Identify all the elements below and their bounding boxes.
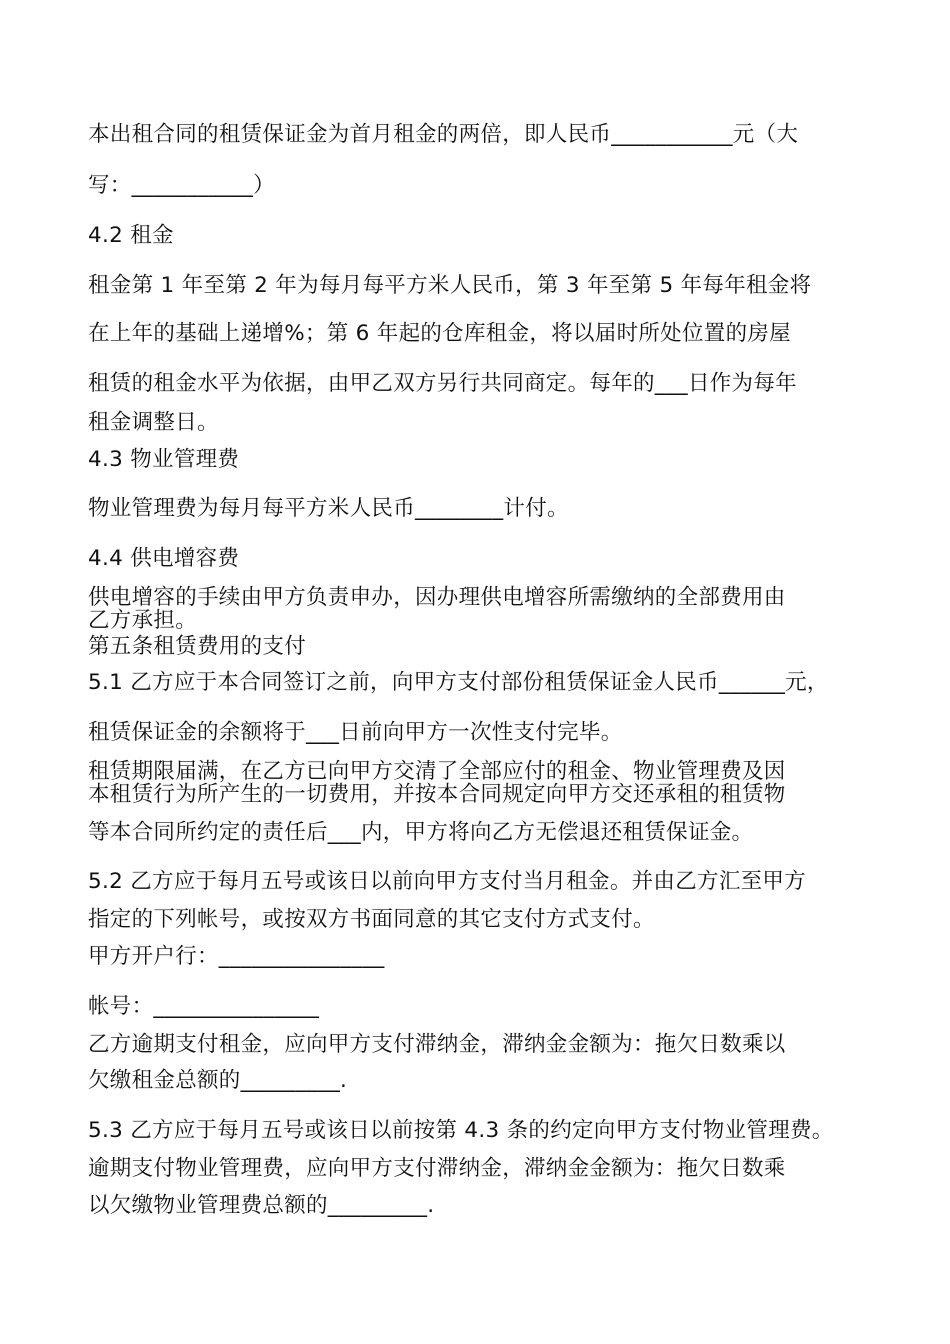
text-line: 供电增容的手续由甲方负责申办，因办理供电增容所需缴纳的全部费用由	[88, 585, 786, 610]
text-line: 租赁期限届满，在乙方已向甲方交清了全部应付的租金、物业管理费及因	[88, 759, 786, 784]
text-line: 5.2 乙方应于每月五号或该日以前向甲方支付当月租金。并由乙方汇至甲方	[88, 869, 807, 894]
text-line: 租赁的租金水平为依据，由甲乙双方另行共同商定。每年的___日作为每年	[88, 371, 797, 396]
text-line: 指定的下列帐号，或按双方书面同意的其它支付方式支付。	[88, 907, 655, 932]
text-line: 等本合同所约定的责任后___内，甲方将向乙方无偿退还租赁保证金。	[88, 820, 754, 845]
section-heading: 4.3 物业管理费	[88, 447, 240, 472]
text-line: 在上年的基础上递增%；第 6 年起的仓库租金，将以届时所处位置的房屋	[88, 321, 791, 346]
text-line: 以欠缴物业管理费总额的_________.	[88, 1193, 435, 1218]
text-line: 写：___________）	[88, 173, 275, 198]
text-line: 5.3 乙方应于每月五号或该日以前按第 4.3 条的约定向甲方支付物业管理费。	[88, 1118, 834, 1143]
article-heading: 第五条租赁费用的支付	[88, 634, 307, 659]
text-line: 租赁保证金的余额将于___日前向甲方一次性支付完毕。	[88, 720, 623, 745]
section-heading: 4.4 供电增容费	[88, 546, 240, 571]
section-heading: 4.2 租金	[88, 223, 174, 248]
text-line: 本出租合同的租赁保证金为首月租金的两倍，即人民币___________元（大	[88, 122, 799, 147]
text-line: 本租赁行为所产生的一切费用，并按本合同规定向甲方交还承租的租赁物	[88, 782, 786, 807]
bank-name-field: 甲方开户行：_______________	[88, 944, 385, 969]
text-line: 欠缴租金总额的_________.	[88, 1068, 348, 1093]
text-line: 乙方逾期支付租金，应向甲方支付滞纳金，滞纳金金额为：拖欠日数乘以	[88, 1032, 786, 1057]
text-line: 5.1 乙方应于本合同签订之前，向甲方支付部份租赁保证金人民币______元，	[88, 670, 829, 695]
text-line: 租金第 1 年至第 2 年为每月每平方米人民币，第 3 年至第 5 年每年租金将	[88, 273, 812, 298]
text-line: 逾期支付物业管理费，应向甲方支付滞纳金，滞纳金金额为：拖欠日数乘	[88, 1156, 786, 1181]
account-number-field: 帐号：_______________	[88, 994, 320, 1019]
text-line: 租金调整日。	[88, 410, 219, 435]
text-line: 乙方承担。	[88, 608, 198, 633]
text-line: 物业管理费为每月每平方米人民币________计付。	[88, 496, 569, 521]
